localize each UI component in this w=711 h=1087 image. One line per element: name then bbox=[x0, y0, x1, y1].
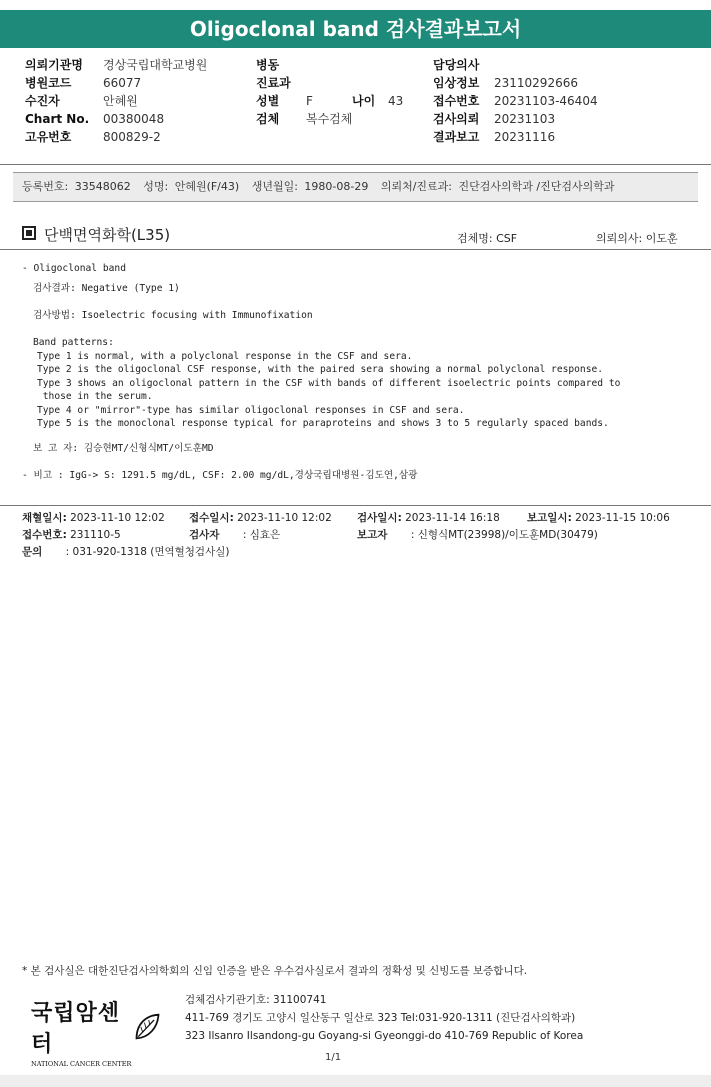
department-value: 진단검사의학과 /진단검사의학과 bbox=[458, 180, 615, 193]
requesting-doctor: 의뢰의사: 이도훈 bbox=[596, 232, 678, 245]
header-row bbox=[25, 110, 207, 128]
band-pattern-line: those in the serum. bbox=[37, 391, 153, 402]
header-label: 고유번호 bbox=[25, 130, 72, 144]
header-value: 20231116 bbox=[494, 130, 556, 144]
header-value: 800829-2 bbox=[103, 130, 161, 144]
header-label: 의뢰기관명 bbox=[25, 58, 83, 72]
header-row bbox=[433, 92, 598, 110]
header-row bbox=[433, 110, 598, 128]
header-value: 00380048 bbox=[103, 112, 165, 126]
institution-address-english: 323 Ilsanro Ilsandong-gu Goyang-si Gyeonggi-do 410-769 Republic of Korea bbox=[185, 1030, 584, 1042]
tester bbox=[189, 527, 280, 544]
header-value: 경상국립대학교병원 bbox=[103, 58, 208, 72]
tester-label: 검사자 bbox=[189, 529, 220, 541]
age-label: 나이 bbox=[352, 94, 376, 108]
age-value: 43 bbox=[388, 94, 404, 108]
institution-address-korean: 411-769 경기도 고양시 일산동구 일산로 323 Tel:031-920-1311 (진단검사의학과) bbox=[185, 1012, 576, 1024]
logo-english-text: NATIONAL CANCER CENTER bbox=[31, 1060, 132, 1068]
test-name: - Oligoclonal band bbox=[22, 263, 126, 274]
patient-name-value: 안혜원(F/43) bbox=[174, 180, 240, 193]
header-row bbox=[256, 92, 403, 110]
leaf-icon bbox=[133, 1010, 161, 1044]
report-time-label: 보고일시: bbox=[527, 512, 572, 524]
header-value: 23110292666 bbox=[494, 76, 578, 90]
header-row bbox=[256, 110, 403, 128]
report-title: Oligoclonal band 검사결과보고서 bbox=[0, 10, 711, 48]
band-pattern-line: Type 2 is the oligoclonal CSF response, with the paired sera showing a normal polyclonal response. bbox=[37, 364, 604, 375]
birthdate-label: 생년월일: bbox=[251, 180, 298, 193]
institution-logo bbox=[31, 996, 161, 1068]
reporter bbox=[357, 527, 598, 544]
method-line: 검사방법: Isoelectric focusing with Immunofixation bbox=[33, 310, 313, 321]
collect-time bbox=[22, 510, 165, 527]
header-value: 안혜원 bbox=[103, 94, 138, 108]
test-time-label: 검사일시: bbox=[357, 512, 402, 524]
header-label: 임상정보 bbox=[433, 76, 480, 90]
receive-time-value: 2023-11-10 12:02 bbox=[237, 512, 332, 524]
header-label: 진료과 bbox=[256, 76, 291, 90]
section-title bbox=[22, 224, 170, 245]
section-divider bbox=[0, 249, 711, 250]
header-label: 결과보고 bbox=[433, 130, 480, 144]
tester-value: : 심효은 bbox=[242, 529, 281, 541]
header-row bbox=[25, 128, 207, 146]
header-label: 수진자 bbox=[25, 94, 60, 108]
header-row bbox=[25, 92, 207, 110]
header-label: Chart No. bbox=[25, 112, 90, 126]
report-time-value: 2023-11-15 10:06 bbox=[575, 512, 670, 524]
registration-bar bbox=[13, 172, 698, 202]
receipt-number-value: 231110-5 bbox=[70, 529, 121, 541]
receive-time bbox=[189, 510, 332, 527]
header-label: 병동 bbox=[256, 58, 280, 72]
header-value: 66077 bbox=[103, 76, 142, 90]
result-line: 검사결과: Negative (Type 1) bbox=[33, 283, 180, 294]
collect-time-label: 채혈일시: bbox=[22, 512, 67, 524]
footer-table-divider bbox=[0, 505, 711, 506]
reporter-value: : 신형식MT(23998)/이도훈MD(30479) bbox=[410, 529, 598, 541]
reporter-line: 보 고 자: 김승현MT/신형식MT/이도훈MD bbox=[33, 443, 214, 454]
header-row bbox=[25, 74, 207, 92]
header-label: 검체 bbox=[256, 112, 280, 126]
header-label: 검사의뢰 bbox=[433, 112, 480, 126]
header-row bbox=[256, 56, 403, 74]
header-label: 성별 bbox=[256, 94, 280, 108]
receipt-number bbox=[22, 527, 121, 544]
header-col-3 bbox=[433, 56, 598, 146]
report-time bbox=[527, 510, 670, 527]
band-pattern-line: Type 4 or "mirror"-type has similar oligoclonal responses in CSF and sera. bbox=[37, 404, 465, 416]
certification-note: * 본 검사실은 대한진단검사의학회의 신임 인증을 받은 우수검사실로서 결과의 정확성 및 신빙도를 보증합니다. bbox=[22, 965, 528, 977]
department-label: 의뢰처/진료과: bbox=[380, 180, 453, 193]
logo-korean-text: 국립암센터 bbox=[31, 1001, 121, 1057]
reporter-label: 보고자 bbox=[357, 529, 388, 541]
receipt-number-label: 접수번호: bbox=[22, 529, 67, 541]
birthdate-value: 1980-08-29 bbox=[304, 180, 369, 193]
reg-no-label: 등록번호: bbox=[22, 180, 69, 193]
remark-line: - 비고 : IgG-> S: 1291.5 mg/dL, CSF: 2.00 mg/dL,경상국립대병원-김도연,삼광 bbox=[22, 470, 418, 481]
institution-code: 검체검사기관기호: 31100741 bbox=[185, 994, 327, 1006]
test-time-value: 2023-11-14 16:18 bbox=[405, 512, 500, 524]
header-divider bbox=[0, 164, 711, 165]
header-row bbox=[433, 74, 598, 92]
band-pattern-line: Type 3 shows an oligoclonal pattern in the CSF with bands of different isoelectric points compared to bbox=[37, 377, 621, 389]
header-value: F bbox=[306, 94, 313, 108]
header-col-2 bbox=[256, 56, 403, 128]
section-title-text: 단백면역화학(L35) bbox=[44, 226, 171, 244]
collect-time-value: 2023-11-10 12:02 bbox=[70, 512, 165, 524]
contact-value: : 031-920-1318 (면역혈청검사실) bbox=[65, 546, 230, 558]
patient-name-label: 성명: bbox=[143, 180, 169, 193]
section-bullet-icon bbox=[22, 226, 36, 240]
header-row bbox=[433, 128, 598, 146]
institution-info bbox=[185, 991, 583, 1045]
header-value: 복수검체 bbox=[306, 112, 353, 126]
header-label: 접수번호 bbox=[433, 94, 480, 108]
band-pattern-line: Type 1 is normal, with a polyclonal response in the CSF and sera. bbox=[37, 350, 413, 362]
header-label: 담당의사 bbox=[433, 58, 480, 72]
header-label: 병원코드 bbox=[25, 76, 72, 90]
specimen-name: 검체명: CSF bbox=[457, 232, 518, 245]
band-pattern-line: Type 5 is the monoclonal response typical for paraproteins and shows 3 to 5 regularly spaced bands. bbox=[37, 418, 609, 429]
header-row bbox=[433, 56, 598, 74]
page-number: 1/1 bbox=[325, 1052, 342, 1063]
receive-time-label: 접수일시: bbox=[189, 512, 234, 524]
header-col-1 bbox=[25, 56, 207, 146]
header-value: 20231103 bbox=[494, 112, 556, 126]
band-patterns-title: Band patterns: bbox=[33, 337, 114, 348]
test-time bbox=[357, 510, 500, 527]
contact-label: 문의 bbox=[22, 546, 43, 558]
header-row bbox=[256, 74, 403, 92]
bottom-bar bbox=[0, 1075, 711, 1087]
reg-no-value: 33548062 bbox=[74, 180, 131, 193]
contact bbox=[22, 544, 229, 561]
header-row bbox=[25, 56, 207, 74]
header-value: 20231103-46404 bbox=[494, 94, 598, 108]
